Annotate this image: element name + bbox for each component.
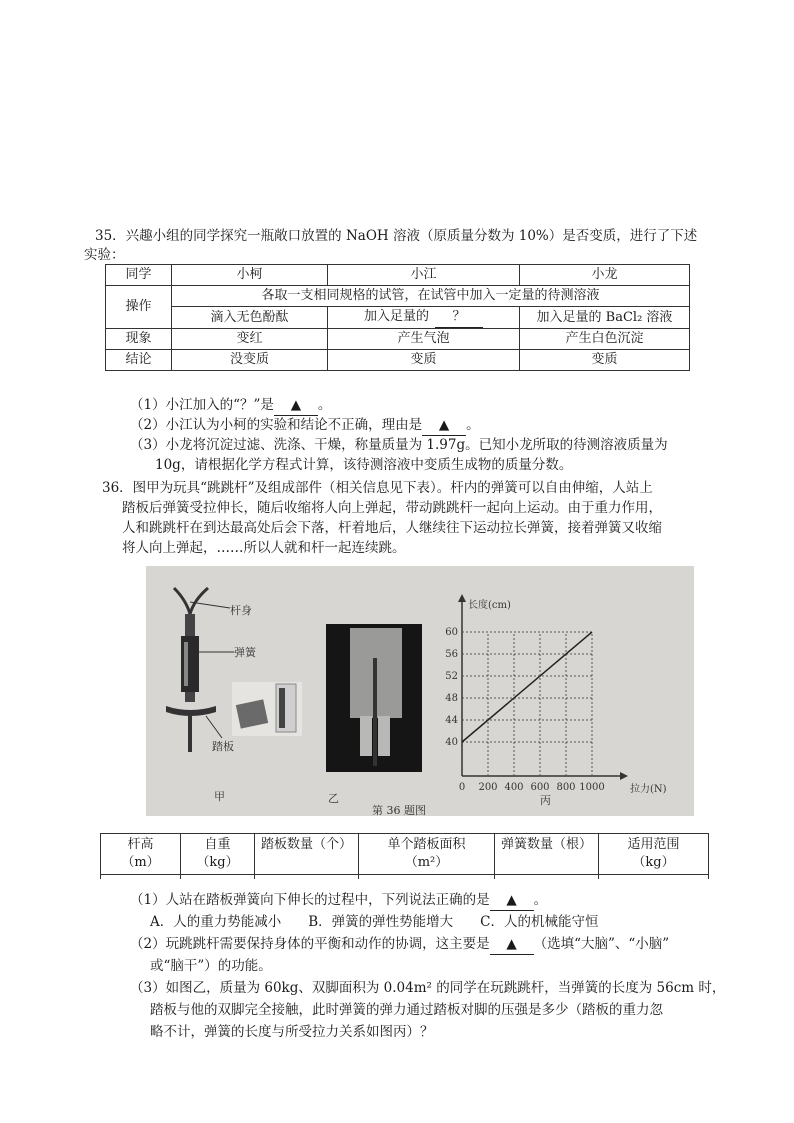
x-tick-label: 400 xyxy=(504,782,524,793)
q35-sub1-text: （1）小江加入的“？”是 xyxy=(130,397,274,413)
conclusion-cell: 变质 xyxy=(328,350,520,371)
spec-header-cell xyxy=(255,834,359,875)
spec-header-text: 踏板数量（个） xyxy=(260,837,352,852)
q36-stem-line4: 将人向上弹起，……所以人就和杆一起连续跳。 xyxy=(122,540,406,556)
table-row xyxy=(106,265,690,286)
header-conclusion: 结论 xyxy=(106,350,172,371)
spec-header-unit: （m²） xyxy=(404,855,449,870)
spec-header-text: 单个踏板面积 xyxy=(387,837,466,852)
table-row xyxy=(106,350,690,371)
student-cell: 小江 xyxy=(328,265,520,286)
q36-sub1-options: A．人的重力势能减小 B．弹簧的弹性势能增大 C．人的机械能守恒 xyxy=(150,914,599,930)
operation-cell: 加入足量的 BaCl₂ 溶液 xyxy=(520,307,690,329)
q36-sub1-text: （1）人站在踏板弹簧向下伸长的过程中，下列说法正确的是 xyxy=(130,892,490,908)
q35-sub2-text: （2）小江认为小柯的实验和结论不正确，理由是 xyxy=(130,417,423,433)
phenomenon-cell: 产生气泡 xyxy=(328,329,520,350)
x-tick-label: 800 xyxy=(556,782,576,793)
y-tick-label: 52 xyxy=(445,671,458,682)
q36-sub2-line2: 或“脑干”）的功能。 xyxy=(150,958,272,974)
student-cell: 小龙 xyxy=(520,265,690,286)
answer-blank: ▲ xyxy=(490,934,534,955)
spec-table xyxy=(100,833,709,879)
label-rod: 杆身 xyxy=(230,604,252,617)
caption-figure: 第 36 题图 xyxy=(372,804,426,817)
q35-stem-line1: 35．兴趣小组的同学探究一瓶敞口放置的 NaOH 溶液（原质量分数为 10%）是否变质，进行了下述 xyxy=(95,228,698,244)
q36-sub3-line2: 踏板与他的双脚完全接触，此时弹簧的弹力通过踏板对脚的压强是多少（踏板的重力忽 xyxy=(150,1002,663,1018)
spec-header-unit: （kg） xyxy=(632,855,675,870)
answer-blank: ▲ xyxy=(274,395,318,416)
header-student: 同学 xyxy=(106,265,172,286)
q36-stem-line1: 36．图甲为玩具“跳跳杆”及组成部件（相关信息见下表）。杆内的弹簧可以自由伸缩，人站上 xyxy=(102,480,653,496)
x-tick-label: 200 xyxy=(478,782,498,793)
y-tick-label: 40 xyxy=(445,737,458,748)
q36-sub1 xyxy=(130,890,547,911)
spring-housing-icon xyxy=(181,636,199,692)
q35-sub2 xyxy=(130,415,480,436)
x-tick-label: 0 xyxy=(458,782,466,793)
header-phenomenon: 现象 xyxy=(106,329,172,350)
series-line xyxy=(462,632,592,742)
answer-blank: ？ xyxy=(435,307,483,328)
q36-sub2-text: （2）玩跳跳杆需要保持身体的平衡和动作的协调，这主要是 xyxy=(130,936,490,952)
x-axis-label: 拉力(N) xyxy=(630,784,667,795)
q36-sub3-line3: 略不计，弹簧的长度与所受拉力关系如图丙）？ xyxy=(150,1024,434,1040)
y-tick-label: 44 xyxy=(445,715,458,726)
y-axis-arrow-icon xyxy=(458,594,466,602)
x-axis-arrow-icon xyxy=(620,772,628,780)
caption-yi: 乙 xyxy=(328,792,339,805)
handle-bar-icon xyxy=(174,588,208,614)
spec-header-unit xyxy=(495,854,598,872)
operation-common: 各取一支相同规格的试管，在试管中加入一定量的待测溶液 xyxy=(172,286,690,307)
phenomenon-cell: 产生白色沉淀 xyxy=(520,329,690,350)
table-row xyxy=(106,307,690,329)
q36-sub1-end: 。 xyxy=(533,892,548,908)
q36-stem-line2: 踏板后弹簧受拉伸长，随后收缩将人向上弹起，带动跳跳杆一起向上运动。由于重力作用， xyxy=(122,500,662,516)
figure-36 xyxy=(146,566,694,816)
q36-sub2-text-b: （选填“大脑”、“小脑” xyxy=(533,936,670,952)
spec-header-unit: （m） xyxy=(121,855,160,870)
q35-sub3-line1: （3）小龙将沉淀过滤、洗涤、干燥，称量质量为 1.97g。已知小龙所取的待测溶液质量为 xyxy=(130,437,668,453)
conclusion-cell: 变质 xyxy=(520,350,690,371)
spec-header-text: 适用范围 xyxy=(627,837,680,852)
answer-blank: ▲ xyxy=(490,890,534,911)
table-row xyxy=(101,875,709,880)
spec-header-text: 弹簧数量（根） xyxy=(500,837,592,852)
q36-stem-line3: 人和跳跳杆在到达最高处后会下落，杆着地后，人继续往下运动拉长弹簧，接着弹簧又收缩 xyxy=(122,520,662,536)
phenomenon-cell: 变红 xyxy=(172,329,328,350)
spec-header-text: 自重 xyxy=(204,837,231,852)
spec-header-text: 杆高 xyxy=(127,837,154,852)
operation-text: 加入足量的 xyxy=(363,309,429,324)
x-tick-label: 1000 xyxy=(579,782,605,793)
spec-header-unit: （kg） xyxy=(196,855,239,870)
operation-cell: 滴入无色酚酞 xyxy=(172,307,328,329)
y-axis-label: 长度(cm) xyxy=(468,600,511,611)
q35-sub1-end: 。 xyxy=(317,397,332,413)
student-cell: 小柯 xyxy=(172,265,328,286)
header-operation: 操作 xyxy=(106,286,172,329)
spec-header-cell xyxy=(101,834,181,875)
spec-header-cell xyxy=(495,834,599,875)
q35-sub3-line2: 10g，请根据化学方程式计算，该待测溶液中变质生成物的质量分数。 xyxy=(155,457,573,473)
experiment-table xyxy=(105,264,690,371)
x-tick-label: 600 xyxy=(530,782,550,793)
q35-stem-line2: 实验： xyxy=(84,247,125,263)
q36-sub3-line1: （3）如图乙，质量为 60kg、双脚面积为 0.04m² 的同学在玩跳跳杆，当弹簧的长度为 56cm 时， xyxy=(130,980,726,996)
label-spring: 弹簧 xyxy=(234,646,256,659)
q35-sub2-end: 。 xyxy=(466,417,480,433)
q36-sub2 xyxy=(130,934,669,955)
table-row xyxy=(106,286,690,307)
chart-bing xyxy=(445,594,666,795)
caption-jia: 甲 xyxy=(214,790,225,803)
label-pedal: 踏板 xyxy=(212,740,234,753)
figure-drawings xyxy=(146,566,694,816)
caption-bing: 丙 xyxy=(540,794,551,807)
spec-header-cell xyxy=(359,834,495,875)
table-row xyxy=(106,329,690,350)
spec-header-cell xyxy=(599,834,709,875)
conclusion-cell: 没变质 xyxy=(172,350,328,371)
operation-cell xyxy=(328,307,520,329)
y-tick-label: 56 xyxy=(445,649,458,660)
table-row xyxy=(101,834,709,875)
spec-header-cell xyxy=(181,834,255,875)
y-tick-label: 48 xyxy=(445,693,458,704)
answer-blank: ▲ xyxy=(422,415,466,436)
y-tick-label: 60 xyxy=(445,627,458,638)
spec-header-unit xyxy=(255,854,358,872)
q35-sub1 xyxy=(130,395,331,416)
